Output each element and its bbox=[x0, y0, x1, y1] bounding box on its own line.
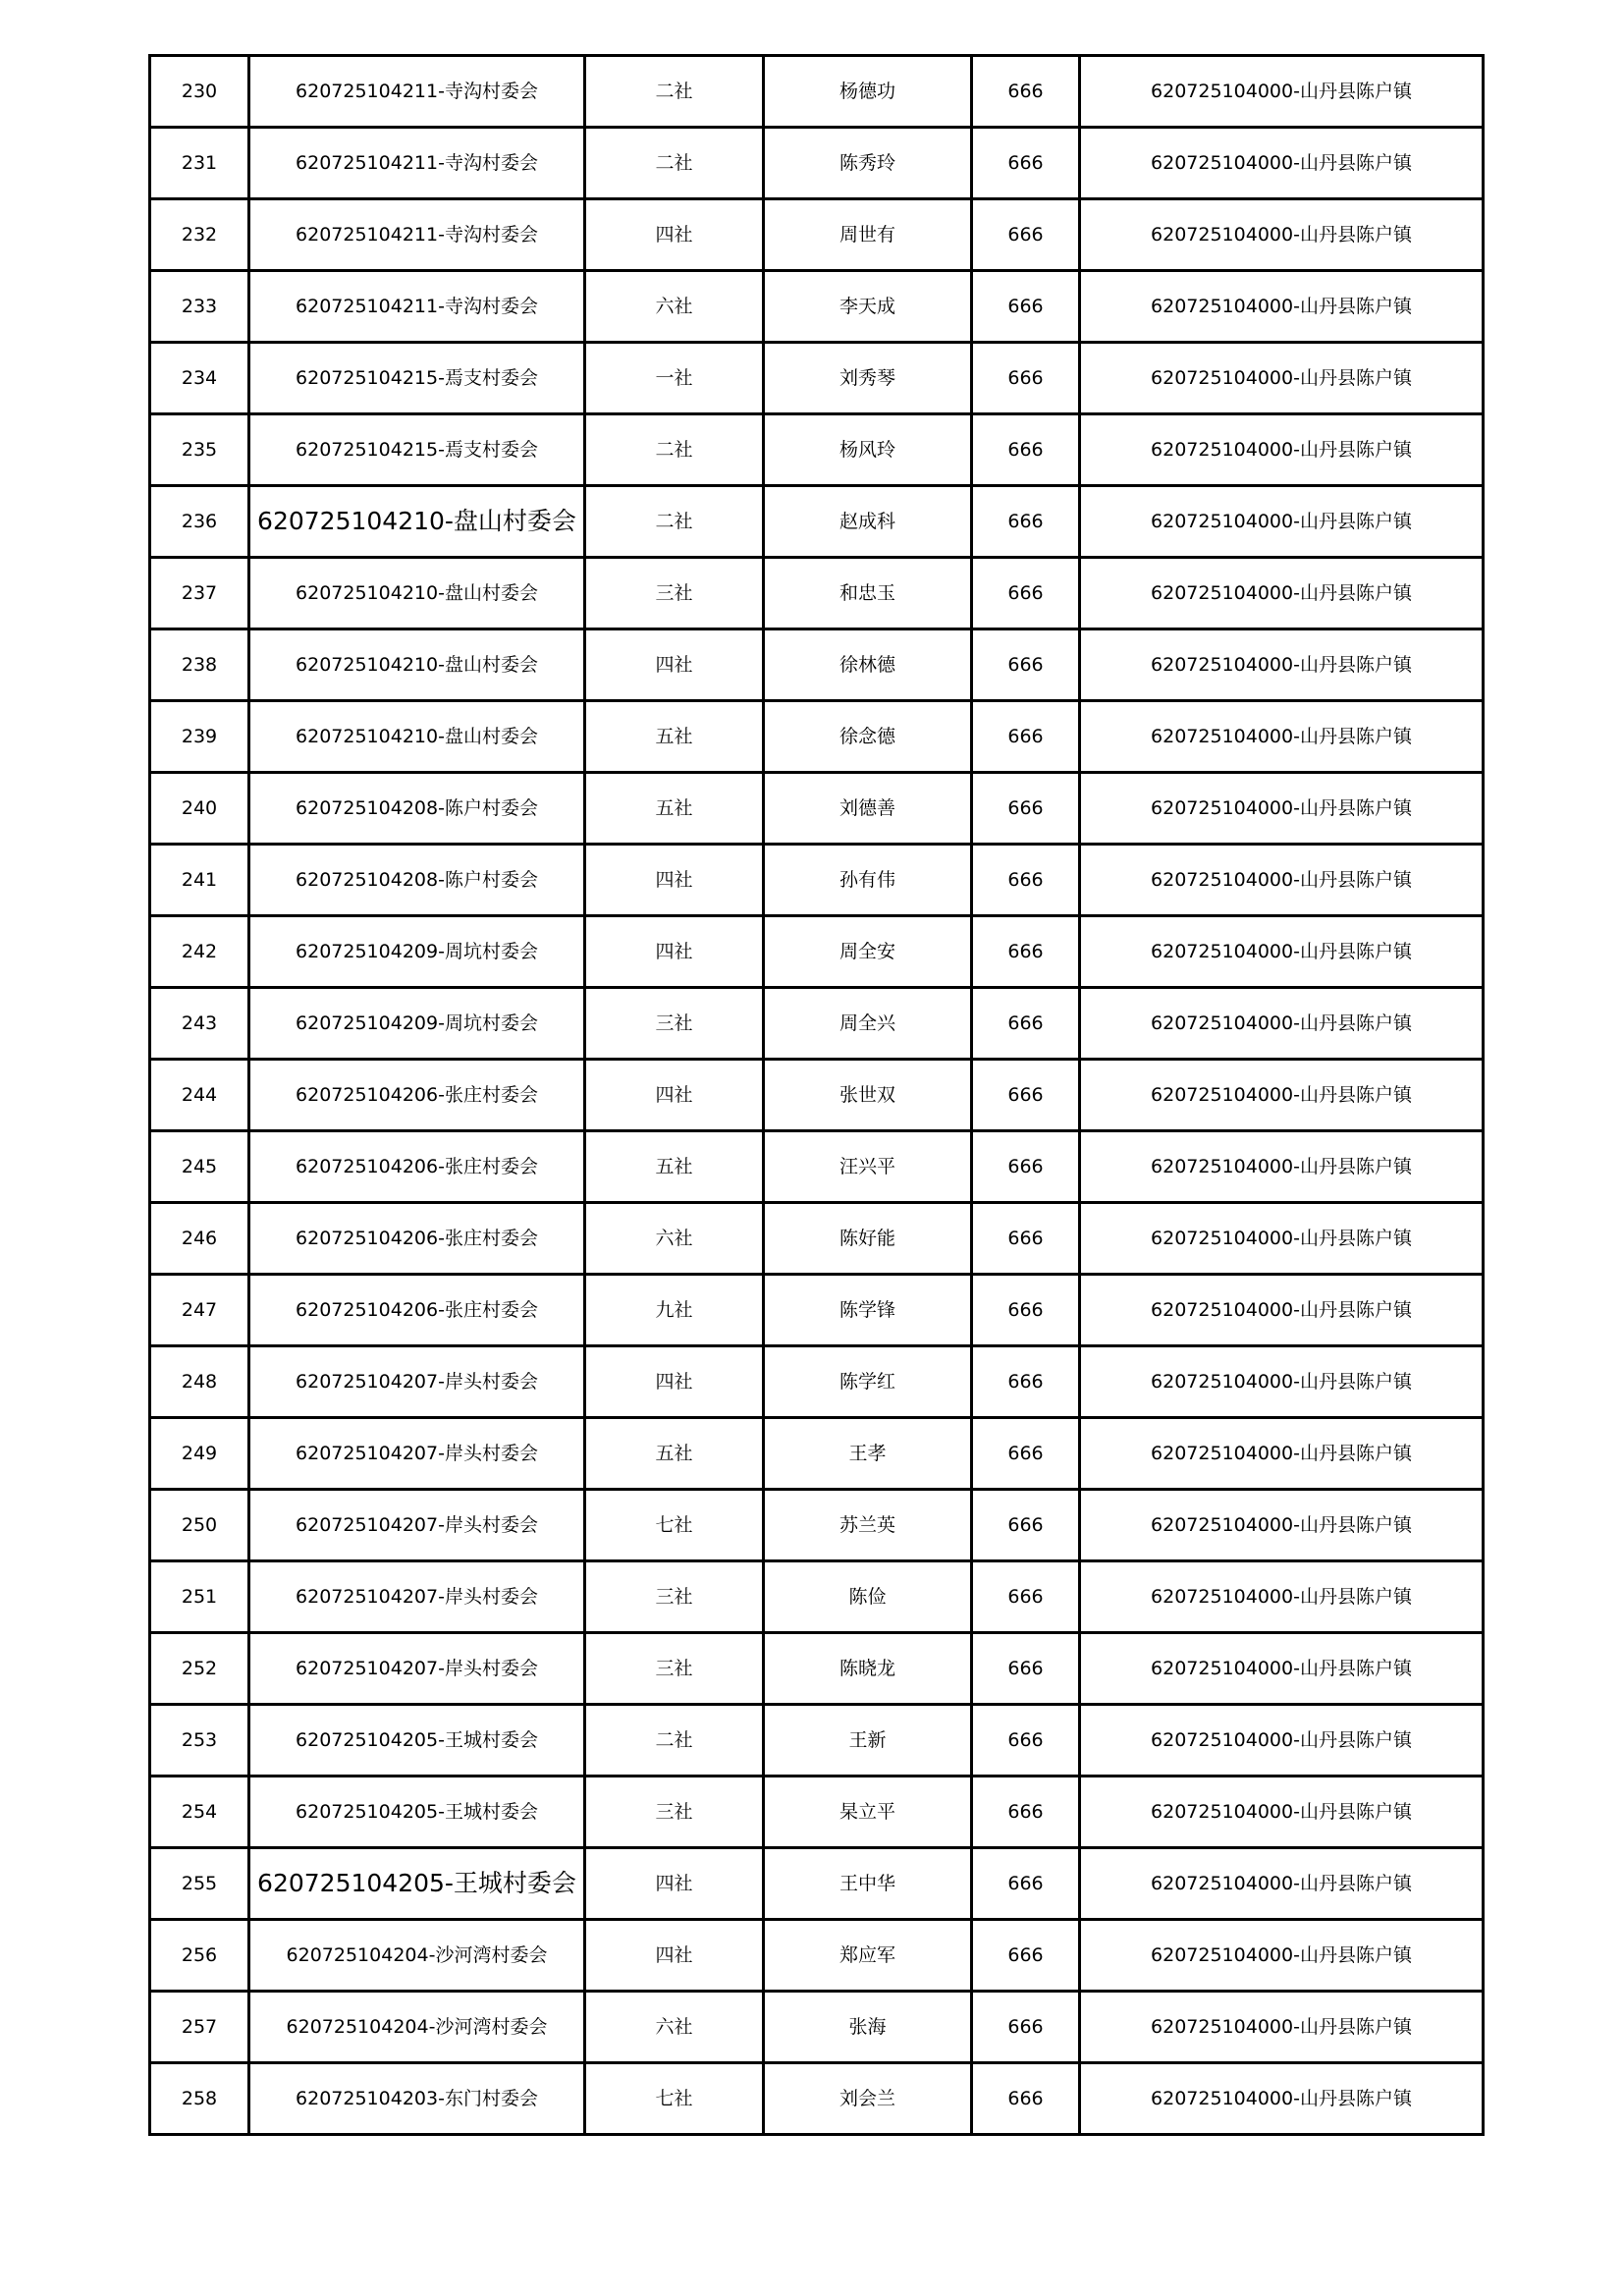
amount-cell: 666 bbox=[972, 56, 1080, 128]
person-name-cell: 王新 bbox=[764, 1705, 972, 1777]
person-name-cell: 李天成 bbox=[764, 271, 972, 343]
table-row bbox=[150, 629, 1484, 701]
row-number-cell: 233 bbox=[150, 271, 249, 343]
village-committee-cell: 620725104208-陈户村委会 bbox=[249, 845, 585, 916]
township-cell: 620725104000-山丹县陈户镇 bbox=[1080, 1275, 1484, 1346]
village-group-cell: 四社 bbox=[585, 1848, 764, 1920]
amount-cell: 666 bbox=[972, 1705, 1080, 1777]
village-group-cell: 四社 bbox=[585, 1920, 764, 1992]
person-name-cell: 孙有伟 bbox=[764, 845, 972, 916]
person-name-cell: 周全兴 bbox=[764, 988, 972, 1060]
row-number-cell: 240 bbox=[150, 773, 249, 845]
township-cell: 620725104000-山丹县陈户镇 bbox=[1080, 1705, 1484, 1777]
township-cell: 620725104000-山丹县陈户镇 bbox=[1080, 1920, 1484, 1992]
amount-cell: 666 bbox=[972, 773, 1080, 845]
township-cell: 620725104000-山丹县陈户镇 bbox=[1080, 271, 1484, 343]
person-name-cell: 徐林德 bbox=[764, 629, 972, 701]
village-committee-cell: 620725104206-张庄村委会 bbox=[249, 1060, 585, 1131]
row-number-cell: 255 bbox=[150, 1848, 249, 1920]
village-committee-cell: 620725104211-寺沟村委会 bbox=[249, 56, 585, 128]
table-row bbox=[150, 773, 1484, 845]
table-row bbox=[150, 2063, 1484, 2135]
row-number-cell: 257 bbox=[150, 1992, 249, 2063]
table-row bbox=[150, 1633, 1484, 1705]
township-cell: 620725104000-山丹县陈户镇 bbox=[1080, 1346, 1484, 1418]
village-committee-cell: 620725104210-盘山村委会 bbox=[249, 558, 585, 629]
table-row bbox=[150, 1346, 1484, 1418]
person-name-cell: 陈晓龙 bbox=[764, 1633, 972, 1705]
amount-cell: 666 bbox=[972, 845, 1080, 916]
row-number-cell: 253 bbox=[150, 1705, 249, 1777]
row-number-cell: 237 bbox=[150, 558, 249, 629]
village-committee-cell: 620725104208-陈户村委会 bbox=[249, 773, 585, 845]
village-group-cell: 三社 bbox=[585, 1777, 764, 1848]
row-number-cell: 256 bbox=[150, 1920, 249, 1992]
township-cell: 620725104000-山丹县陈户镇 bbox=[1080, 773, 1484, 845]
table-row bbox=[150, 701, 1484, 773]
person-name-cell: 汪兴平 bbox=[764, 1131, 972, 1203]
row-number-cell: 245 bbox=[150, 1131, 249, 1203]
person-name-cell: 刘德善 bbox=[764, 773, 972, 845]
village-group-cell: 五社 bbox=[585, 1131, 764, 1203]
table-row bbox=[150, 1203, 1484, 1275]
village-group-cell: 四社 bbox=[585, 1346, 764, 1418]
village-committee-cell: 620725104207-岸头村委会 bbox=[249, 1490, 585, 1561]
township-cell: 620725104000-山丹县陈户镇 bbox=[1080, 1203, 1484, 1275]
table-row bbox=[150, 1418, 1484, 1490]
township-cell: 620725104000-山丹县陈户镇 bbox=[1080, 128, 1484, 199]
township-cell: 620725104000-山丹县陈户镇 bbox=[1080, 845, 1484, 916]
person-name-cell: 苏兰英 bbox=[764, 1490, 972, 1561]
row-number-cell: 238 bbox=[150, 629, 249, 701]
person-name-cell: 陈学红 bbox=[764, 1346, 972, 1418]
table-row bbox=[150, 128, 1484, 199]
village-group-cell: 三社 bbox=[585, 988, 764, 1060]
village-group-cell: 七社 bbox=[585, 1490, 764, 1561]
village-committee-cell: 620725104209-周坑村委会 bbox=[249, 988, 585, 1060]
table-row bbox=[150, 1920, 1484, 1992]
person-name-cell: 王中华 bbox=[764, 1848, 972, 1920]
village-committee-cell: 620725104207-岸头村委会 bbox=[249, 1633, 585, 1705]
amount-cell: 666 bbox=[972, 414, 1080, 486]
township-cell: 620725104000-山丹县陈户镇 bbox=[1080, 1633, 1484, 1705]
village-group-cell: 五社 bbox=[585, 701, 764, 773]
village-committee-cell: 620725104211-寺沟村委会 bbox=[249, 128, 585, 199]
person-name-cell: 陈俭 bbox=[764, 1561, 972, 1633]
village-group-cell: 六社 bbox=[585, 1203, 764, 1275]
village-group-cell: 五社 bbox=[585, 1418, 764, 1490]
village-committee-cell: 620725104206-张庄村委会 bbox=[249, 1131, 585, 1203]
person-name-cell: 杨德功 bbox=[764, 56, 972, 128]
village-committee-cell: 620725104204-沙河湾村委会 bbox=[249, 1992, 585, 2063]
township-cell: 620725104000-山丹县陈户镇 bbox=[1080, 916, 1484, 988]
amount-cell: 666 bbox=[972, 1203, 1080, 1275]
row-number-cell: 235 bbox=[150, 414, 249, 486]
table-row bbox=[150, 1561, 1484, 1633]
subsidy-list-table bbox=[148, 54, 1485, 2136]
amount-cell: 666 bbox=[972, 988, 1080, 1060]
township-cell: 620725104000-山丹县陈户镇 bbox=[1080, 2063, 1484, 2135]
person-name-cell: 陈好能 bbox=[764, 1203, 972, 1275]
table-row bbox=[150, 1131, 1484, 1203]
table-row bbox=[150, 271, 1484, 343]
row-number-cell: 236 bbox=[150, 486, 249, 558]
table-row bbox=[150, 1275, 1484, 1346]
township-cell: 620725104000-山丹县陈户镇 bbox=[1080, 1848, 1484, 1920]
person-name-cell: 徐念德 bbox=[764, 701, 972, 773]
table-row bbox=[150, 1060, 1484, 1131]
village-committee-cell: 620725104203-东门村委会 bbox=[249, 2063, 585, 2135]
table-row bbox=[150, 414, 1484, 486]
amount-cell: 666 bbox=[972, 1561, 1080, 1633]
person-name-cell: 刘秀琴 bbox=[764, 343, 972, 414]
village-group-cell: 六社 bbox=[585, 271, 764, 343]
village-group-cell: 五社 bbox=[585, 773, 764, 845]
village-group-cell: 四社 bbox=[585, 199, 764, 271]
amount-cell: 666 bbox=[972, 1777, 1080, 1848]
village-committee-cell: 620725104205-王城村委会 bbox=[249, 1705, 585, 1777]
amount-cell: 666 bbox=[972, 486, 1080, 558]
township-cell: 620725104000-山丹县陈户镇 bbox=[1080, 486, 1484, 558]
person-name-cell: 张世双 bbox=[764, 1060, 972, 1131]
person-name-cell: 王孝 bbox=[764, 1418, 972, 1490]
row-number-cell: 248 bbox=[150, 1346, 249, 1418]
amount-cell: 666 bbox=[972, 558, 1080, 629]
table-row bbox=[150, 56, 1484, 128]
village-group-cell: 九社 bbox=[585, 1275, 764, 1346]
amount-cell: 666 bbox=[972, 271, 1080, 343]
village-committee-cell: 620725104207-岸头村委会 bbox=[249, 1346, 585, 1418]
village-committee-cell: 620725104207-岸头村委会 bbox=[249, 1418, 585, 1490]
village-committee-cell: 620725104205-王城村委会 bbox=[249, 1777, 585, 1848]
row-number-cell: 252 bbox=[150, 1633, 249, 1705]
amount-cell: 666 bbox=[972, 1060, 1080, 1131]
township-cell: 620725104000-山丹县陈户镇 bbox=[1080, 1131, 1484, 1203]
person-name-cell: 杨风玲 bbox=[764, 414, 972, 486]
table-row bbox=[150, 1705, 1484, 1777]
village-group-cell: 三社 bbox=[585, 1633, 764, 1705]
table-row bbox=[150, 1992, 1484, 2063]
township-cell: 620725104000-山丹县陈户镇 bbox=[1080, 1777, 1484, 1848]
village-group-cell: 三社 bbox=[585, 1561, 764, 1633]
village-group-cell: 二社 bbox=[585, 56, 764, 128]
person-name-cell: 刘会兰 bbox=[764, 2063, 972, 2135]
person-name-cell: 郑应军 bbox=[764, 1920, 972, 1992]
village-committee-cell: 620725104215-焉支村委会 bbox=[249, 414, 585, 486]
person-name-cell: 周全安 bbox=[764, 916, 972, 988]
table-body bbox=[150, 56, 1484, 2135]
row-number-cell: 234 bbox=[150, 343, 249, 414]
township-cell: 620725104000-山丹县陈户镇 bbox=[1080, 1561, 1484, 1633]
row-number-cell: 243 bbox=[150, 988, 249, 1060]
table-row bbox=[150, 199, 1484, 271]
village-group-cell: 七社 bbox=[585, 2063, 764, 2135]
row-number-cell: 230 bbox=[150, 56, 249, 128]
table-row bbox=[150, 1490, 1484, 1561]
table-row bbox=[150, 486, 1484, 558]
person-name-cell: 张海 bbox=[764, 1992, 972, 2063]
table-row bbox=[150, 988, 1484, 1060]
township-cell: 620725104000-山丹县陈户镇 bbox=[1080, 56, 1484, 128]
row-number-cell: 254 bbox=[150, 1777, 249, 1848]
amount-cell: 666 bbox=[972, 128, 1080, 199]
village-group-cell: 四社 bbox=[585, 916, 764, 988]
row-number-cell: 258 bbox=[150, 2063, 249, 2135]
village-group-cell: 二社 bbox=[585, 1705, 764, 1777]
township-cell: 620725104000-山丹县陈户镇 bbox=[1080, 1060, 1484, 1131]
amount-cell: 666 bbox=[972, 199, 1080, 271]
village-group-cell: 六社 bbox=[585, 1992, 764, 2063]
amount-cell: 666 bbox=[972, 343, 1080, 414]
village-committee-cell: 620725104204-沙河湾村委会 bbox=[249, 1920, 585, 1992]
township-cell: 620725104000-山丹县陈户镇 bbox=[1080, 199, 1484, 271]
village-group-cell: 四社 bbox=[585, 629, 764, 701]
village-committee-cell: 620725104210-盘山村委会 bbox=[249, 701, 585, 773]
row-number-cell: 246 bbox=[150, 1203, 249, 1275]
village-committee-cell: 620725104206-张庄村委会 bbox=[249, 1275, 585, 1346]
amount-cell: 666 bbox=[972, 1848, 1080, 1920]
village-group-cell: 四社 bbox=[585, 845, 764, 916]
village-committee-cell: 620725104209-周坑村委会 bbox=[249, 916, 585, 988]
row-number-cell: 231 bbox=[150, 128, 249, 199]
amount-cell: 666 bbox=[972, 1275, 1080, 1346]
row-number-cell: 251 bbox=[150, 1561, 249, 1633]
person-name-cell: 和忠玉 bbox=[764, 558, 972, 629]
amount-cell: 666 bbox=[972, 1131, 1080, 1203]
table-row bbox=[150, 916, 1484, 988]
row-number-cell: 247 bbox=[150, 1275, 249, 1346]
township-cell: 620725104000-山丹县陈户镇 bbox=[1080, 558, 1484, 629]
township-cell: 620725104000-山丹县陈户镇 bbox=[1080, 1490, 1484, 1561]
village-group-cell: 三社 bbox=[585, 558, 764, 629]
amount-cell: 666 bbox=[972, 1490, 1080, 1561]
village-group-cell: 四社 bbox=[585, 1060, 764, 1131]
township-cell: 620725104000-山丹县陈户镇 bbox=[1080, 343, 1484, 414]
table-row bbox=[150, 343, 1484, 414]
row-number-cell: 250 bbox=[150, 1490, 249, 1561]
township-cell: 620725104000-山丹县陈户镇 bbox=[1080, 414, 1484, 486]
row-number-cell: 249 bbox=[150, 1418, 249, 1490]
person-name-cell: 周世有 bbox=[764, 199, 972, 271]
township-cell: 620725104000-山丹县陈户镇 bbox=[1080, 629, 1484, 701]
amount-cell: 666 bbox=[972, 1346, 1080, 1418]
amount-cell: 666 bbox=[972, 1633, 1080, 1705]
township-cell: 620725104000-山丹县陈户镇 bbox=[1080, 701, 1484, 773]
table-row bbox=[150, 845, 1484, 916]
person-name-cell: 赵成科 bbox=[764, 486, 972, 558]
amount-cell: 666 bbox=[972, 1920, 1080, 1992]
village-committee-cell: 620725104215-焉支村委会 bbox=[249, 343, 585, 414]
township-cell: 620725104000-山丹县陈户镇 bbox=[1080, 1992, 1484, 2063]
amount-cell: 666 bbox=[972, 629, 1080, 701]
amount-cell: 666 bbox=[972, 1992, 1080, 2063]
row-number-cell: 241 bbox=[150, 845, 249, 916]
row-number-cell: 244 bbox=[150, 1060, 249, 1131]
village-group-cell: 二社 bbox=[585, 414, 764, 486]
table-row bbox=[150, 1777, 1484, 1848]
person-name-cell: 陈秀玲 bbox=[764, 128, 972, 199]
table-row bbox=[150, 1848, 1484, 1920]
person-name-cell: 陈学锋 bbox=[764, 1275, 972, 1346]
row-number-cell: 239 bbox=[150, 701, 249, 773]
village-group-cell: 二社 bbox=[585, 128, 764, 199]
village-committee-cell: 620725104205-王城村委会 bbox=[249, 1848, 585, 1920]
township-cell: 620725104000-山丹县陈户镇 bbox=[1080, 1418, 1484, 1490]
person-name-cell: 杲立平 bbox=[764, 1777, 972, 1848]
amount-cell: 666 bbox=[972, 701, 1080, 773]
village-group-cell: 二社 bbox=[585, 486, 764, 558]
amount-cell: 666 bbox=[972, 2063, 1080, 2135]
amount-cell: 666 bbox=[972, 1418, 1080, 1490]
table-row bbox=[150, 558, 1484, 629]
row-number-cell: 242 bbox=[150, 916, 249, 988]
village-group-cell: 一社 bbox=[585, 343, 764, 414]
village-committee-cell: 620725104210-盘山村委会 bbox=[249, 486, 585, 558]
village-committee-cell: 620725104207-岸头村委会 bbox=[249, 1561, 585, 1633]
village-committee-cell: 620725104206-张庄村委会 bbox=[249, 1203, 585, 1275]
village-committee-cell: 620725104210-盘山村委会 bbox=[249, 629, 585, 701]
amount-cell: 666 bbox=[972, 916, 1080, 988]
village-committee-cell: 620725104211-寺沟村委会 bbox=[249, 271, 585, 343]
township-cell: 620725104000-山丹县陈户镇 bbox=[1080, 988, 1484, 1060]
row-number-cell: 232 bbox=[150, 199, 249, 271]
village-committee-cell: 620725104211-寺沟村委会 bbox=[249, 199, 585, 271]
